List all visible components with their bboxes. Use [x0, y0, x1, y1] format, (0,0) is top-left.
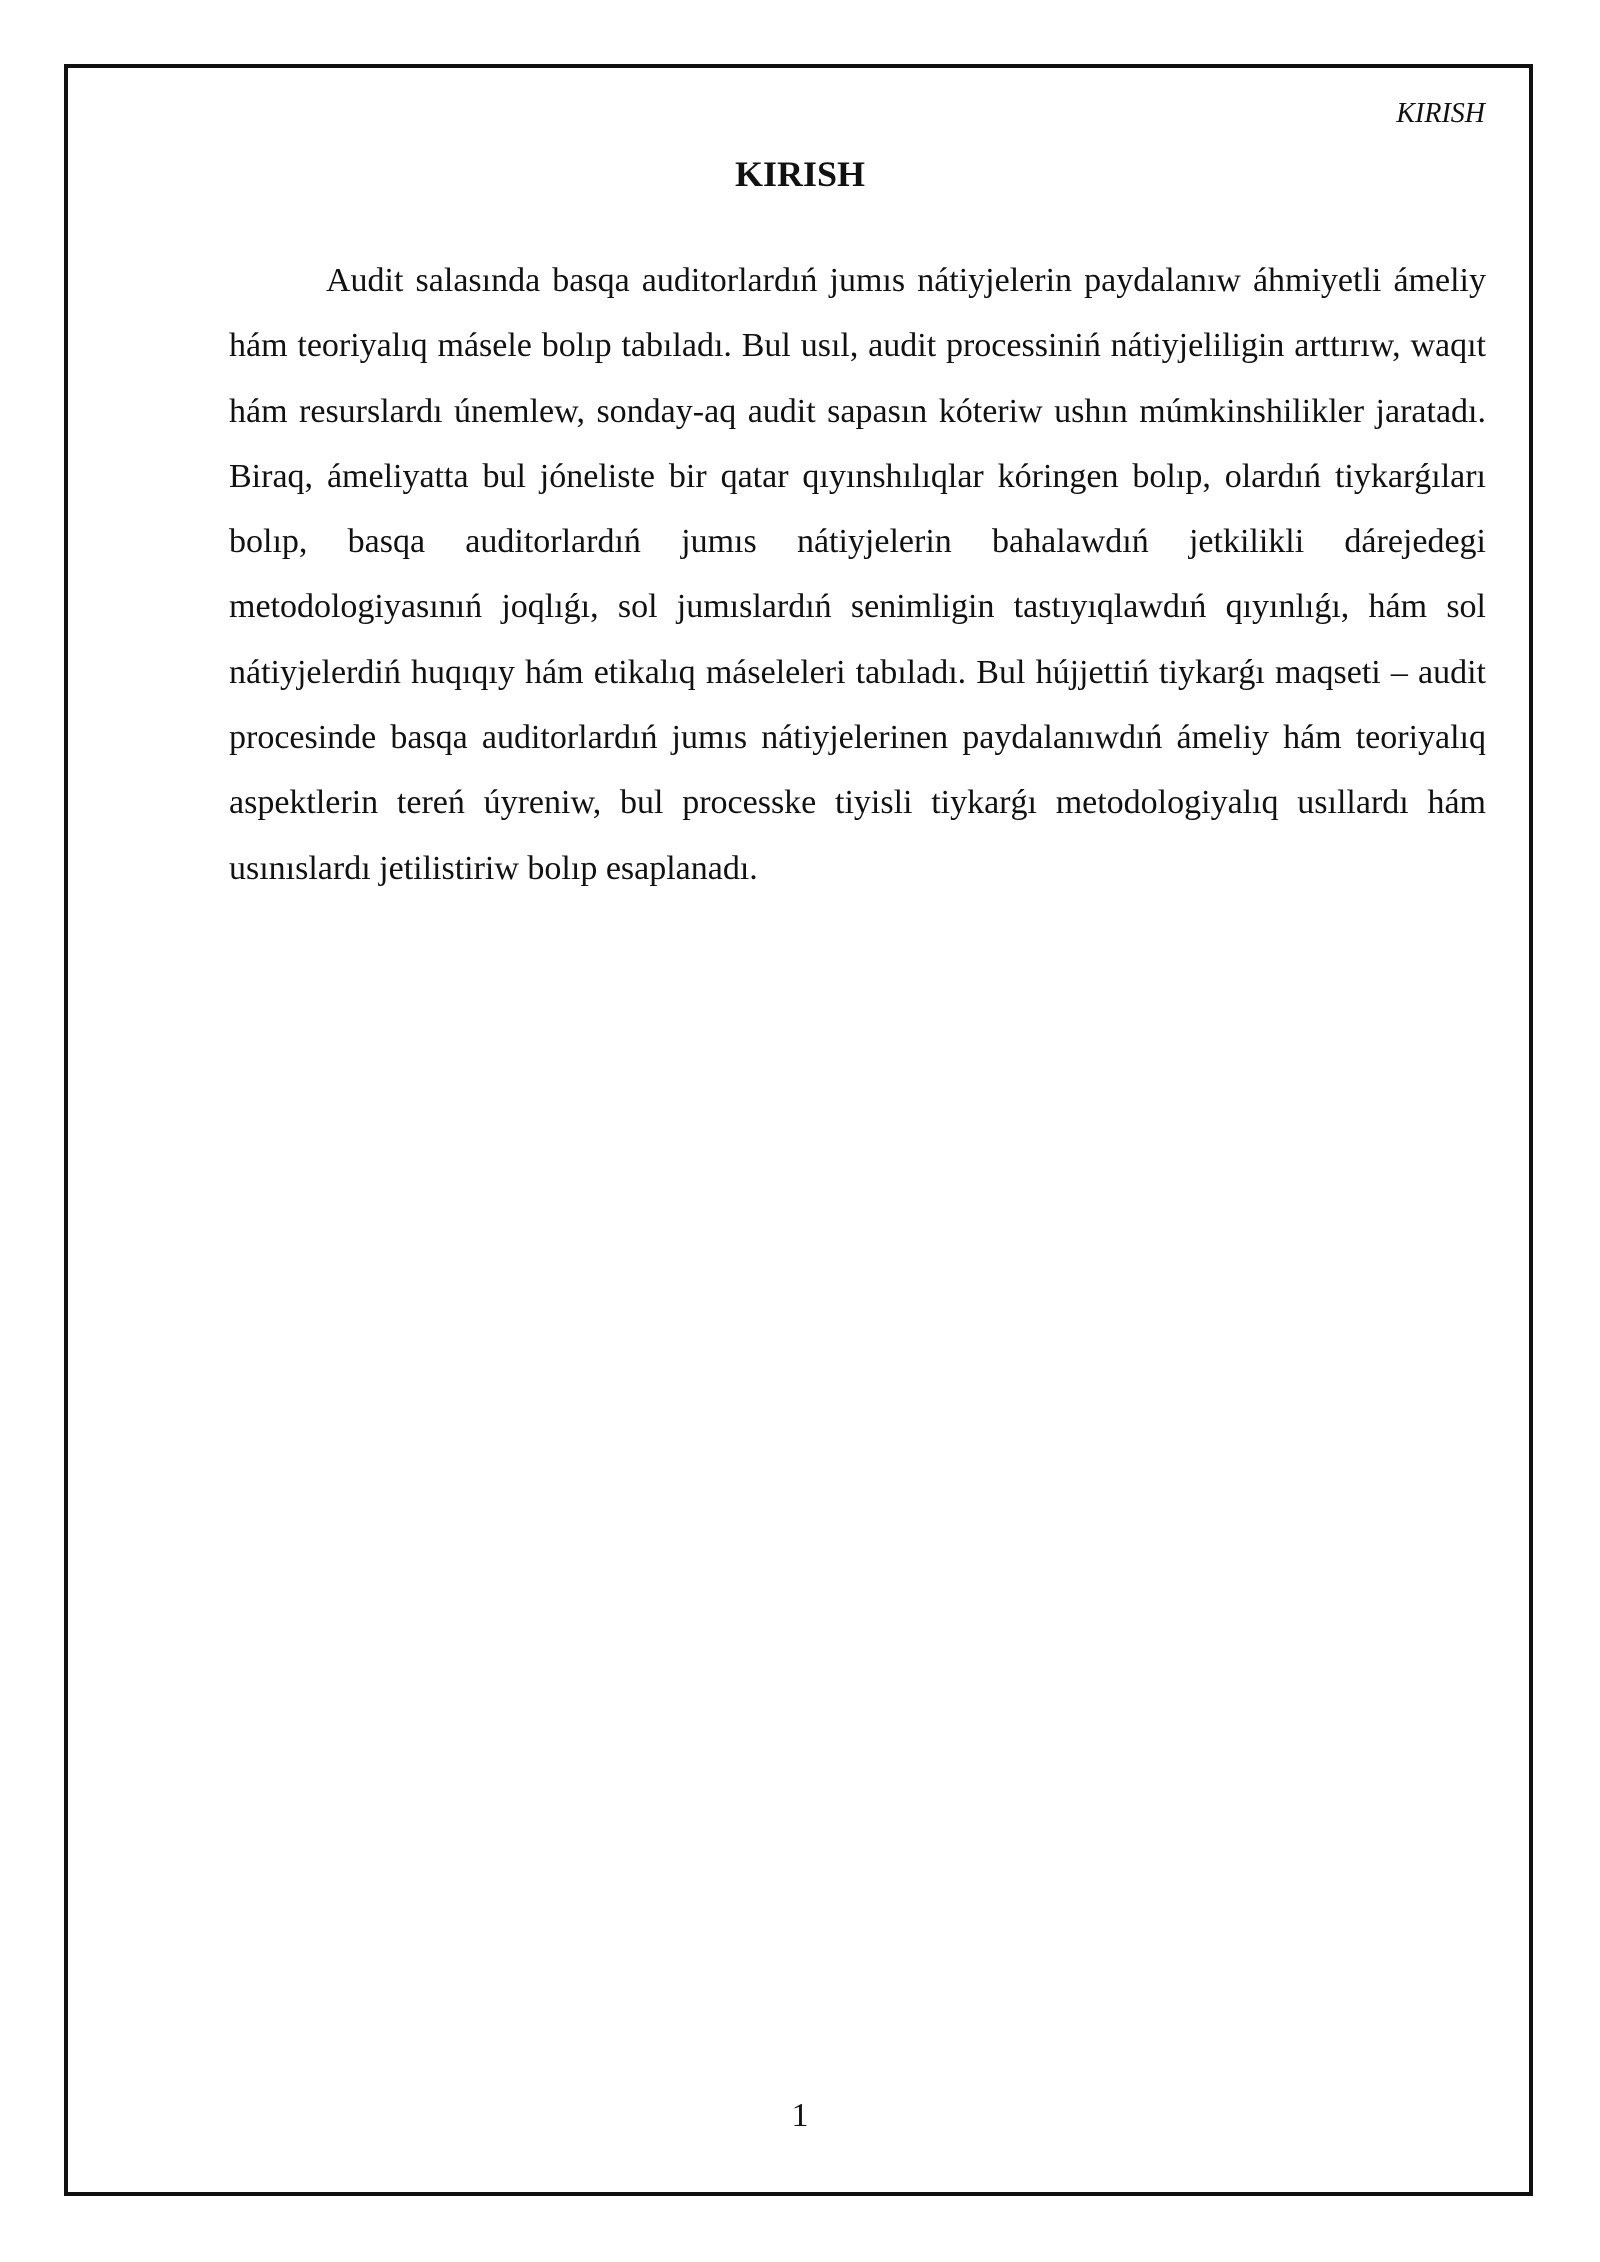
page-number: 1 — [791, 2097, 809, 2134]
body-paragraph: Audit salasında basqa auditorlardıń jumıs nátiyjelerin paydalanıw áhmiyetli ámeliy hám teoriyalıq másele bolıp tabıladı. Bul usıl, audit processiniń nátiyjeliligin arttırıw, waqıt hám resurslardı únemlew, sonday-aq audit sapasın kóteriw ushın múmkinshilikler jaratadı. Biraq, ámeliyatta bul jóneliste bir qatar qıyınshılıqlar kóringen bolıp, olardıń tiykarǵıları bolıp, basqa auditorlardıń jumıs nátiyjelerin bahalawdıń jetkilikli dárejedegi metodologiyasınıń joqlıǵı, sol jumıslardıń senimligin tastıyıqlawdıń qıyınlıǵı, hám sol nátiyjelerdiń huqıqıy hám etikalıq máseleleri tabıladı. Bul hújjettiń tiykarǵı maqseti – audit procesinde basqa auditorlardıń jumıs nátiyjelerinen paydalanıwdıń ámeliy hám teoriyalıq aspektlerin tereń úyreniw, bul processke tiyisli tiykarǵı metodologiyalıq usıllardı hám usınıslardı jetilistiriw bolıp esaplanadı. — [229, 262, 1486, 887]
page-title: KIRISH — [734, 154, 866, 194]
running-header: KIRISH — [1396, 98, 1485, 129]
